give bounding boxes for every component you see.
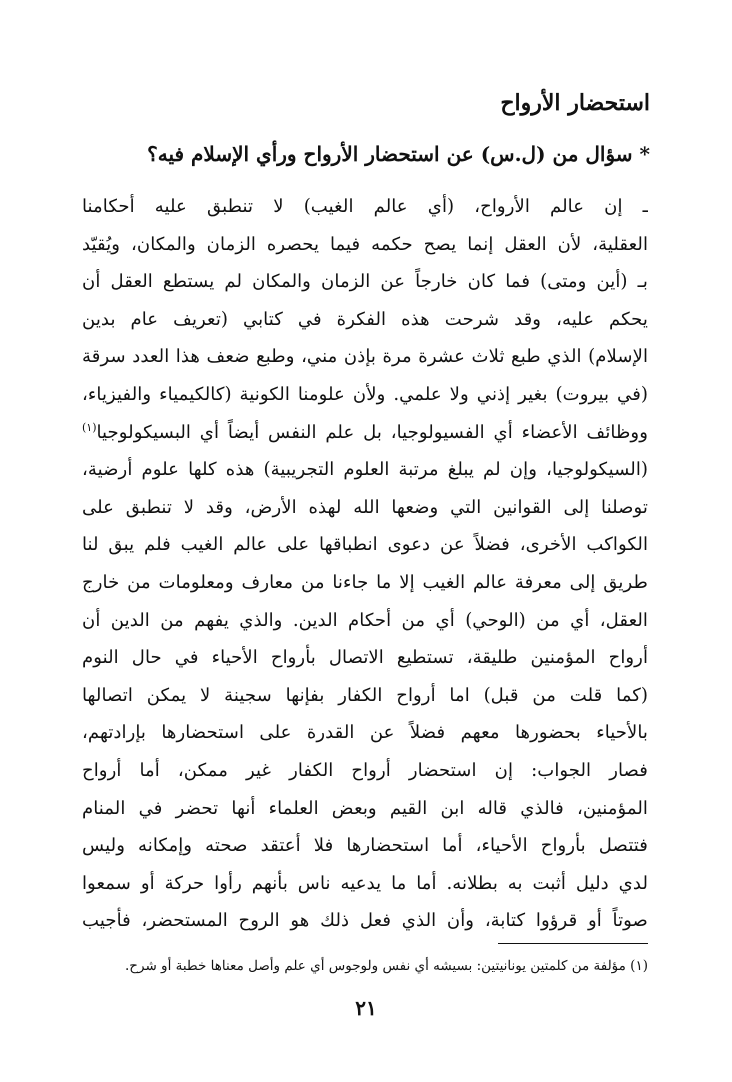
question-heading: * سؤال من (ل.س) عن استحضار الأرواح ورأي الإسلام فيه؟ <box>147 142 650 166</box>
body-line-20: صوتاً أو قرؤوا كتابة، وأن الذي فعل ذلك هو الروح المستحضر، فأجيب <box>82 910 648 932</box>
body-line-17: المؤمنين، فالذي قاله ابن القيم وبعض العلماء أنها تحضر في المنام <box>82 797 648 819</box>
body-text <box>82 188 648 940</box>
body-line-6: (في بيروت) بغير إذني ولا علمي. ولأن علومنا الكونية (كالكيمياء والفيزياء، <box>82 383 648 405</box>
body-line-4: يحكم عليه، وقد شرحت هذه الفكرة في كتابي (تعريف عام بدين <box>82 308 648 330</box>
page-number: ٢١ <box>355 996 377 1020</box>
body-line-16: فصار الجواب: إن استحضار أرواح الكفار غير ممكن، أما أرواح <box>82 759 648 781</box>
body-line-14: (كما قلت من قبل) اما أرواح الكفار بفإنها سجينة لا يمكن اتصالها <box>82 684 648 706</box>
section-title: استحضار الأرواح <box>500 90 650 116</box>
body-line-8: (السيكولوجيا، وإن لم يبلغ مرتبة العلوم التجريبية) هذه كلها علوم أرضية، <box>82 459 648 481</box>
body-line-5: الإسلام) الذي طبع ثلاث عشرة مرة بإذن مني، وطبع ضعف هذا العدد سرقة <box>82 346 648 368</box>
body-line-7-text: ووظائف الأعضاء أي الفسيولوجيا، بل علم النفس أيضاً أي البسيكولوجيا <box>96 421 648 443</box>
body-line-11: طريق إلى معرفة عالم الغيب إلا ما جاءنا من معارف ومعلومات من خارج <box>82 571 648 593</box>
body-line-1: ـ إن عالم الأرواح، (أي عالم الغيب) لا تنطبق عليه أحكامنا <box>82 196 648 217</box>
body-line-3: بـ (أين ومتى) فما كان خارجاً عن الزمان والمكان لم يستطع العقل أن <box>82 271 648 293</box>
body-line-18: فتتصل بأرواح الأحياء، أما استحضارها فلا أعتقد صحته وإمكانه وليس <box>82 835 648 857</box>
footnote-reference: (١) <box>82 420 97 434</box>
body-line-2: العقلية، لأن العقل إنما يصح حكمه فيما يحصره الزمان والمكان، ويُقيّد <box>82 233 648 255</box>
footnote: (١) مؤلفة من كلمتين يونانيتين: بسيشه أي نفس ولوجوس أي علم وأصل معناها خطبة أو شرح. <box>125 958 648 974</box>
body-line-7 <box>82 414 648 452</box>
body-line-15: بالأحياء بحضورها معهم فضلاً عن القدرة على استحضارها بإرادتهم، <box>82 722 648 744</box>
footnote-divider <box>498 943 648 944</box>
body-line-13: أرواح المؤمنين طليقة، تستطيع الاتصال بأرواح الأحياء في حال النوم <box>82 647 648 669</box>
body-line-12: العقل، أي من (الوحي) أي من أحكام الدين. والذي يفهم من الدين أن <box>82 609 648 631</box>
body-line-9: توصلنا إلى القوانين التي وضعها الله لهذه الأرض، وقد لا تنطبق على <box>82 496 648 518</box>
body-line-10: الكواكب الأخرى، فضلاً عن دعوى انطباقها على عالم الغيب فلم يبق لنا <box>82 534 648 556</box>
body-line-19: لدي دليل أثبت به بطلانه. أما ما يدعيه ناس بأنهم رأوا حركة أو سمعوا <box>82 872 648 894</box>
